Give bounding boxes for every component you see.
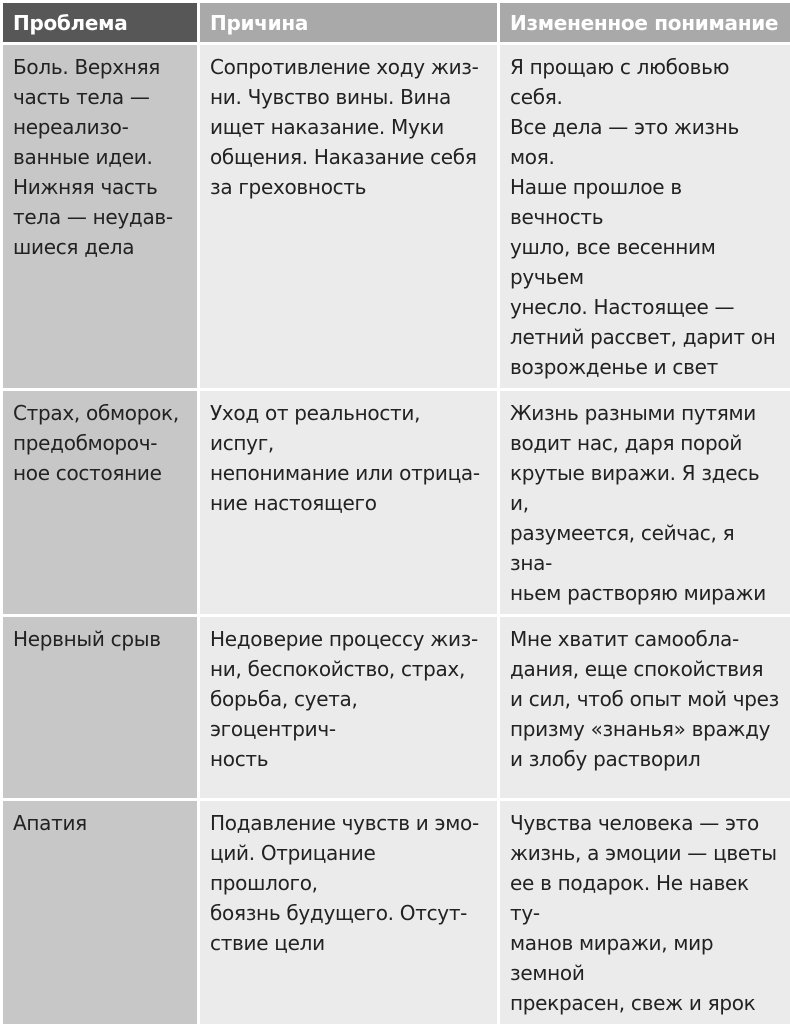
cause-cell: Недоверие процессу жиз- ни, беспокойство, страх, борьба, суета, эгоцентрич- ность <box>199 616 499 800</box>
header-understanding: Измененное понимание <box>499 2 790 44</box>
understanding-cell: Я прощаю с любовью себя. Все дела — это жизнь моя. Наше прошлое в вечность ушло, все весенним ручьем унесло. Настоящее — летний рассвет, дарит он возрожденье и свет <box>499 44 790 390</box>
problem-cell: Нервный срыв <box>2 616 199 800</box>
understanding-cell: Мне хватит самообла- дания, еще спокойствия и сил, чтоб опыт мой чрез призму «знанья» вражду и злобу растворил <box>499 616 790 800</box>
table-row <box>2 390 790 616</box>
cause-cell: Сопротивление ходу жиз- ни. Чувство вины. Вина ищет наказание. Муки общения. Наказание себя за греховность <box>199 44 499 390</box>
table-row <box>2 44 790 390</box>
table-row <box>2 800 790 1026</box>
header-cause: Причина <box>199 2 499 44</box>
cause-cell: Подавление чувств и эмо- ций. Отрицание прошлого, боязнь будущего. Отсут- ствие цели <box>199 800 499 1026</box>
problem-cell: Страх, обморок, предобмороч- ное состояние <box>2 390 199 616</box>
table-row <box>2 616 790 800</box>
header-row <box>2 2 790 44</box>
problem-cell: Боль. Верхняя часть тела — нереализо- ванные идеи. Нижняя часть тела — неудав- шиеся дела <box>2 44 199 390</box>
understanding-cell: Жизнь разными путями водит нас, даря порой крутые виражи. Я здесь и, разумеется, сейчас, я зна- ньем растворяю миражи <box>499 390 790 616</box>
understanding-cell: Чувства человека — это жизнь, а эмоции — цветы ее в подарок. Не навек ту- манов миражи, мир земной прекрасен, свеж и ярок <box>499 800 790 1026</box>
problem-cell: Апатия <box>2 800 199 1026</box>
header-problem: Проблема <box>2 2 199 44</box>
cause-cell: Уход от реальности, испуг, непонимание или отрица- ние настоящего <box>199 390 499 616</box>
